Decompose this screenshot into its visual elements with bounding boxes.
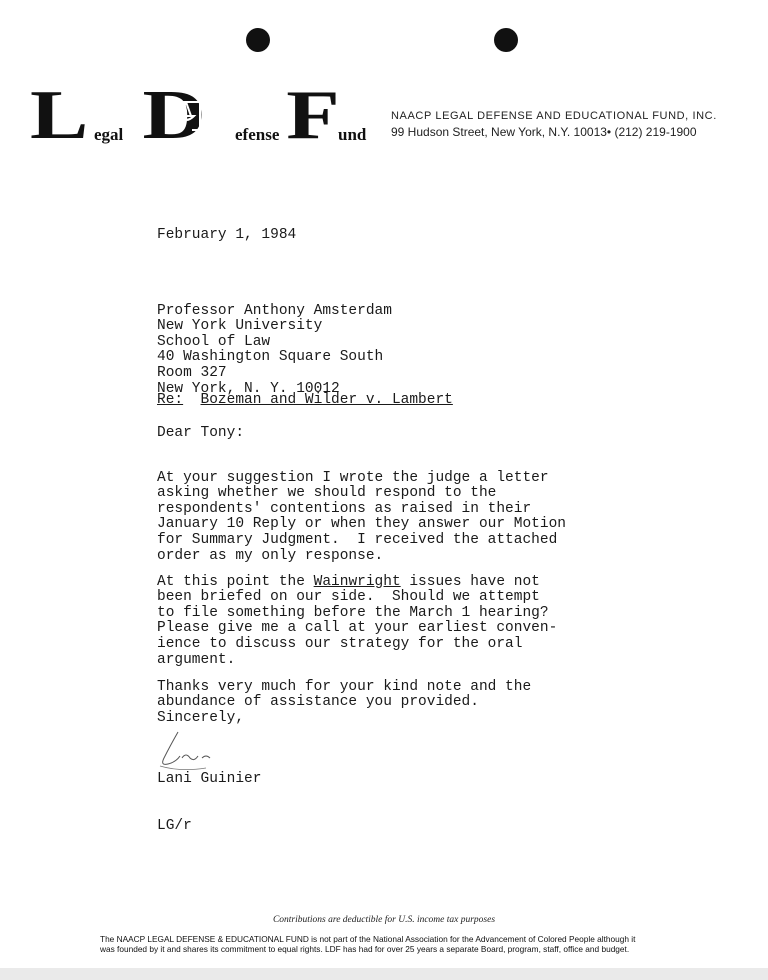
handwritten-signature: [150, 728, 220, 774]
organization-name: NAACP LEGAL DEFENSE AND EDUCATIONAL FUND, INC.: [391, 110, 717, 122]
paragraph-line: argument.: [157, 651, 236, 668]
recipient-line: Room 327: [157, 364, 227, 381]
paragraph-line: Thanks very much for your kind note and the: [157, 678, 532, 695]
re-subject: Bozeman and Wilder v. Lambert: [200, 392, 453, 408]
re-line: [157, 393, 453, 409]
organization-address: 99 Hudson Street, New York, N.Y. 10013• (212) 219-1900: [391, 125, 697, 139]
ldf-logo: [30, 84, 375, 144]
signer-name: Lani Guinier: [157, 771, 262, 787]
salutation: Dear Tony:: [157, 425, 245, 441]
logo-letter-d: D: [142, 84, 206, 144]
closing: Sincerely,: [157, 710, 245, 726]
paragraph-text: issues have not: [400, 573, 540, 590]
paragraph-line: to file something before the March 1 hearing?: [157, 604, 549, 621]
paragraph-line: Please give me a call at your earliest conven-: [157, 620, 558, 637]
tax-deductible-note: Contributions are deductible for U.S. income tax purposes: [272, 915, 496, 925]
disclaimer-line: The NAACP LEGAL DEFENSE & EDUCATIONAL FUND is not part of the National Association for the Advancement of Colored People although it: [100, 934, 636, 944]
recipient-line: Professor Anthony Amsterdam: [157, 302, 392, 319]
logo-word-egal: egal: [94, 125, 124, 144]
recipient-line: School of Law: [157, 333, 271, 350]
paragraph-line: respondents' contentions as raised in their: [157, 500, 532, 517]
logo-letter-f: F: [286, 84, 340, 144]
punch-hole-left: [246, 28, 270, 52]
footer-disclaimer: [100, 934, 700, 954]
recipient-line: New York, N. Y. 10012: [157, 380, 340, 397]
paragraph-line: been briefed on our side. Should we attempt: [157, 589, 540, 606]
paragraph-line: January 10 Reply or when they answer our Motion: [157, 516, 566, 533]
letter-date: February 1, 1984: [157, 227, 297, 243]
paragraph-line: asking whether we should respond to the: [157, 485, 497, 502]
paragraph-line: [157, 575, 557, 591]
logo-word-efense: efense: [235, 125, 280, 144]
logo-word-und: und: [338, 125, 367, 144]
punch-hole-right: [494, 28, 518, 52]
recipient-line: New York University: [157, 318, 323, 335]
paragraph-line: ience to discuss our strategy for the oral: [157, 635, 523, 652]
case-name-wainwright: Wainwright: [313, 573, 401, 590]
paragraph-line: order as my only response.: [157, 547, 384, 564]
logo-letter-l: L: [30, 84, 89, 144]
paragraph-line: At your suggestion I wrote the judge a letter: [157, 469, 549, 486]
page-bottom-edge: [0, 968, 768, 980]
paragraph-line: for Summary Judgment. I received the attached: [157, 531, 558, 548]
recipient-line: 40 Washington Square South: [157, 349, 384, 366]
paragraph-text: At this point the: [157, 573, 314, 590]
disclaimer-line: was founded by it and shares its commitment to equal rights. LDF has had for over 25 years a separate Board, program, staff, office and budget.: [100, 944, 630, 954]
re-label: Re:: [157, 392, 184, 408]
typist-initials: LG/r: [157, 818, 192, 834]
paragraph-line: abundance of assistance you provided.: [157, 694, 479, 711]
